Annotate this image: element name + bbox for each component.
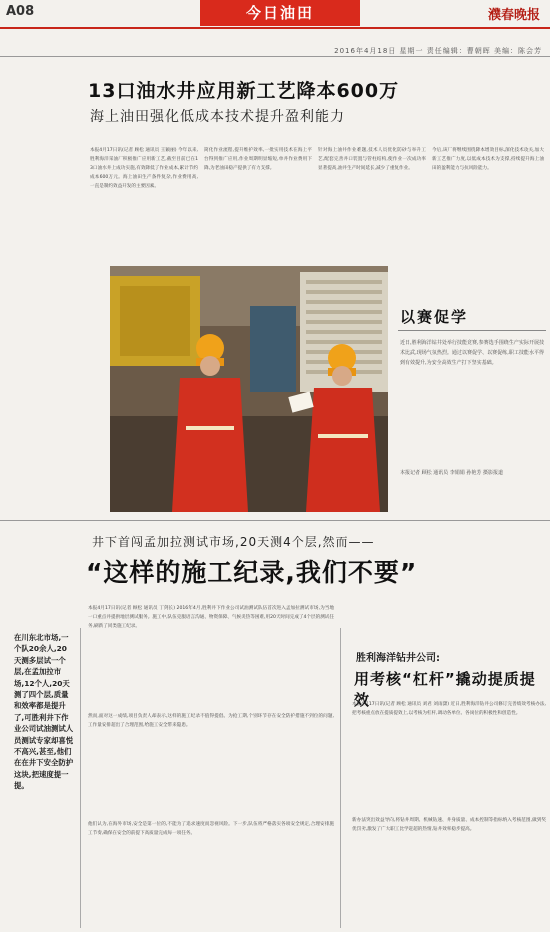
feature-column-3: 他们认为,在海外市场,安全是第一位的,不能为了追求速度而忽视风险。下一步,队伍将严格落实各项安全规定,合理安排施工节奏,确保在安全的前提下高质量完成每一项任务。 [88,822,334,836]
side-column-2: 新办法突出效益导向,将钻井周期、机械钻速、井身质量、成本控制等指标纳入考核范围,做到奖优罚劣,激发了广大职工比学赶超的热情,钻井效率稳步提高。 [352,818,546,832]
lead-headline: 13口油水井应用新工艺降本600万 [88,80,400,102]
header-divider [0,56,550,57]
page-number: A08 [6,4,35,19]
section-banner: 今日油田 [200,0,360,26]
header-rule [0,27,550,29]
lead-column-1: 本报4月17日讯(记者 顾松 通讯员 王颖丽) 今年以来,胜利海洋采油厂积极推广应用新工艺,截至目前已在13口油水井上成功实施,有效降低了作业成本,累计节约成本600万元。海上油田生产条件复杂,作业费用高,一直是制约效益开发的主要因素。 [90,148,198,189]
issue-line: 2016年4月18日 星期一 责任编辑：曹朝晖 美编：陈会芳 [334,47,542,55]
feature-pull-quote: 在川东北市场,一个队20余人,20天测多层试一个层,在孟加拉市场,12个人,20天测了四个层,质量和效率都是提升了,可胜利井下作业公司试油测试人员测试专家却喜悦不高兴,甚至,他们在在井下安全防护这块,把速度提一提。 [14,633,74,791]
side-column-1: 本报4月17日讯(记者 顾松 通讯员 刘君 刘雨潇) 近日,胜利海洋钻井公司修订完善绩效考核办法,把考核重点放在提质提效上,以考核为杠杆,调动各单位、各岗位的积极性和创造性。 [352,702,546,716]
side-kicker: 胜利海洋钻井公司: [356,653,440,664]
competition-photo [110,266,388,512]
column-divider-right [340,628,341,928]
lead-column-3: 针对海上油井作业难题,技术人员优化防砂与举升工艺,配套完善井口装置与管柱结构,使作业一次成功率显著提高,油井生产时间延长,减少了重复作业。 [318,148,426,171]
photo-caption: 近日,胜利海洋钻井处举行技能竞赛,参赛选手围绕生产实际开展技术比武,现场气氛热烈。通过以赛促学、以赛促练,职工技能水平得到有效提升,为安全高效生产打下坚实基础。 [400,340,544,366]
masthead-logo: 濮春晚报 [487,8,540,23]
lead-subheadline: 海上油田强化低成本技术提升盈利能力 [90,109,345,125]
column-divider-left [80,628,81,928]
feature-column-1: 本报4月17日讯(记者 顾松 通讯员 丁剑长) 2016年4月,胜利井下作业公司试油测试队伍首次进入孟加拉测试市场,为当地一口重点井提供地层测试服务。施工中,队伍克服语言沟通、物资保障、气候炎热等困难,用20天时间完成了4个层的测试任务,刷新了同类施工纪录。 [88,606,334,629]
lead-column-4: 今后,该厂将继续围绕降本增效目标,深化技术攻关,加大新工艺推广力度,以低成本技术为支撑,持续提升海上油田的盈利能力与抗风险能力。 [432,148,544,171]
competition-photo-image [110,266,388,512]
side-headline: 用考核“杠杆”撬动提质提效 [354,670,536,709]
photo-credit: 本报记者 顾松 通讯员 李娟娟 孙艳芳 摄影报道 [400,470,503,476]
feature-column-2: 然而,面对这一成绩,项目负责人却表示,这样的施工纪录不值得提倡。为抢工期,个别环节存在安全防护措施不到位的问题,工作量安排超出了合理范围,给施工安全带来隐患。 [88,714,334,728]
mid-divider [0,520,550,521]
photo-title-rule [398,330,546,331]
lead-column-2: 简化作业流程,提升维护效率,一批实用技术在海上平台得到推广应用,作业周期明显缩短,单井作业费用下降,为老油田稳产提供了有力支撑。 [204,148,312,171]
photo-title: 以赛促学 [400,308,469,326]
feature-kicker: 井下首闯孟加拉测试市场,20天测4个层,然而—— [92,535,375,549]
feature-headline: “这样的施工纪录,我们不要” [86,558,418,587]
